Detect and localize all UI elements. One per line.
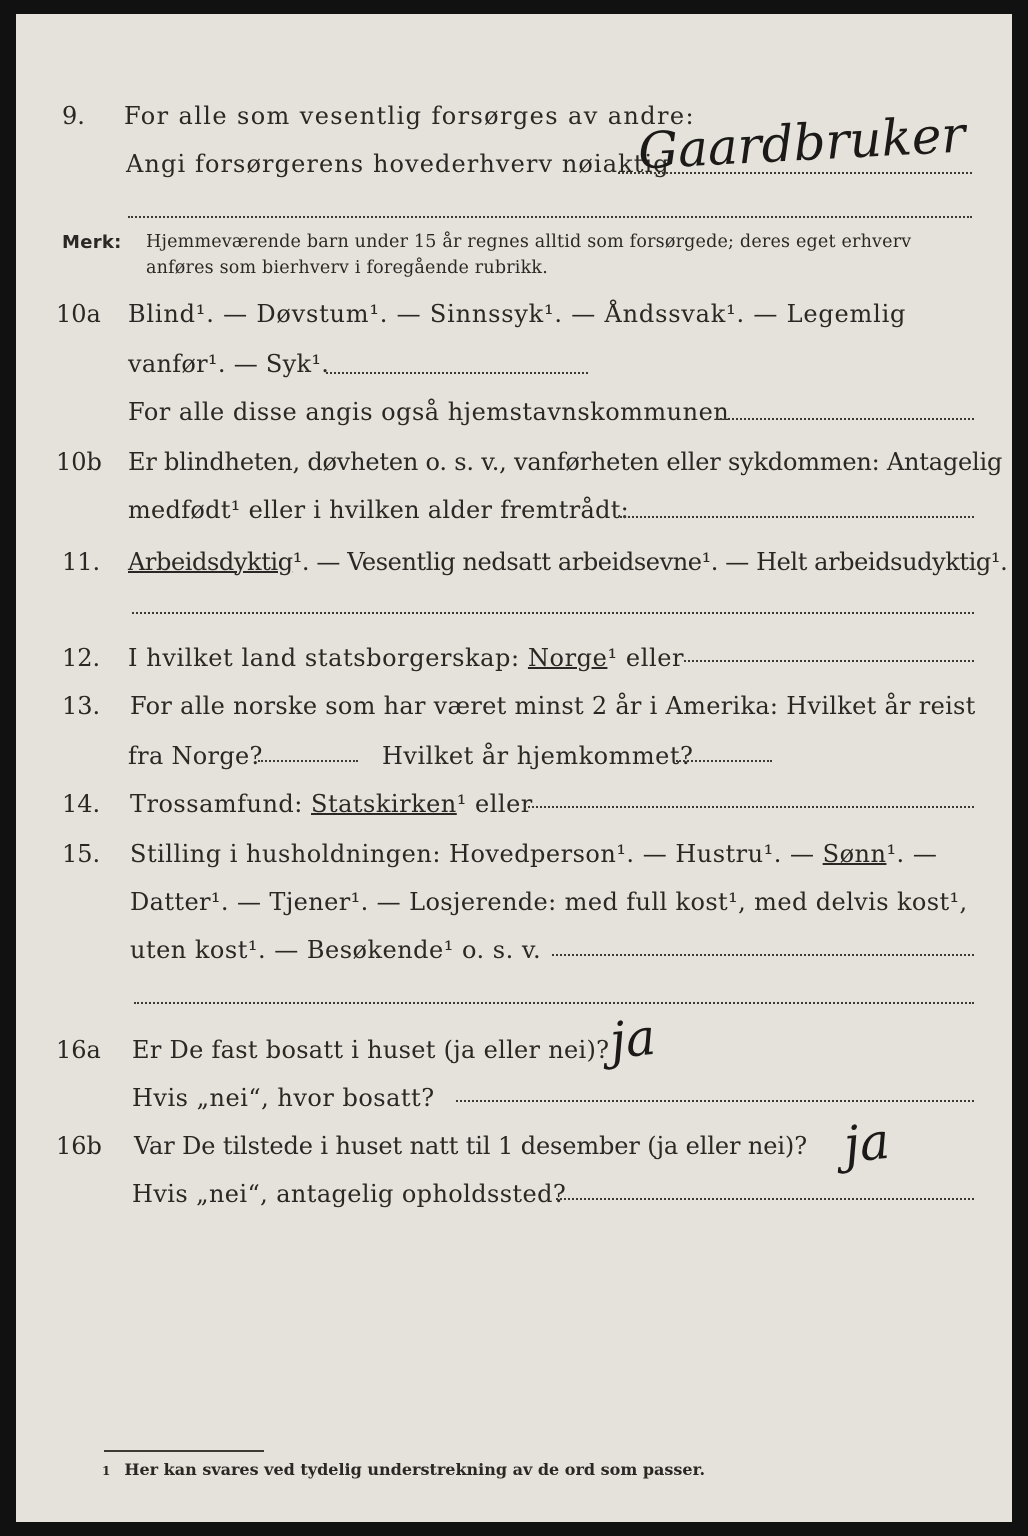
question-text: fra Norge?: [128, 742, 263, 770]
answer-line[interactable]: [716, 418, 974, 420]
question-text: medfødt¹ eller i hvilken alder fremtrådt:: [128, 496, 630, 524]
answer-line[interactable]: [524, 806, 974, 808]
answer-line[interactable]: [684, 660, 974, 662]
question-text: I hvilket land statsborgerskap: Norge¹ eller: [128, 644, 685, 672]
answer-line[interactable]: [620, 516, 974, 518]
answer-line[interactable]: [552, 954, 974, 956]
handwritten-answer: Gaardbruker: [636, 105, 967, 181]
question-number: 10a: [56, 300, 101, 328]
answer-line[interactable]: [258, 760, 358, 762]
question-text: For alle som vesentlig forsørges av andre:: [124, 102, 696, 130]
question-number: 12.: [62, 644, 101, 672]
answer-line[interactable]: [676, 760, 772, 762]
note-text: Hjemmeværende barn under 15 år regnes alltid som forsørgede; deres eget erhverv: [146, 232, 912, 252]
underlined-option: Statskirken: [311, 790, 457, 818]
underlined-option: Arbeidsdyktig: [128, 548, 293, 576]
footnote-marker: 1: [102, 1464, 111, 1478]
answer-line[interactable]: [556, 1198, 974, 1200]
handwritten-answer: ja: [841, 1111, 893, 1175]
question-text: Arbeidsdyktig¹. — Vesentlig nedsatt arbeidsevne¹. — Helt arbeidsudyktig¹.: [128, 548, 1008, 576]
question-text: Blind¹. — Døvstum¹. — Sinnssyk¹. — Åndssvak¹. — Legemlig: [128, 300, 907, 328]
question-text: vanfør¹. — Syk¹.: [128, 350, 330, 378]
question-text: Hvilket år hjemkommet?: [382, 742, 694, 770]
answer-line[interactable]: [326, 372, 588, 374]
question-text: Angi forsørgerens hovederhverv nøiaktig: [126, 150, 670, 178]
question-text: Datter¹. — Tjener¹. — Losjerende: med full kost¹, med delvis kost¹,: [130, 888, 968, 916]
question-number: 11.: [62, 548, 101, 576]
note-text: anføres som bierhverv i foregående rubrikk.: [146, 258, 548, 278]
answer-line[interactable]: [456, 1100, 974, 1102]
question-number: 13.: [62, 692, 101, 720]
question-text: Hvis „nei“, hvor bosatt?: [132, 1084, 435, 1112]
question-text: For alle disse angis også hjemstavnskommunen: [128, 398, 730, 426]
census-form-page: [16, 14, 1012, 1522]
question-number: 16a: [56, 1036, 101, 1064]
question-text: Var De tilstede i huset natt til 1 desember (ja eller nei)?: [134, 1132, 807, 1160]
answer-line[interactable]: [132, 612, 974, 614]
question-number: 14.: [62, 790, 101, 818]
handwritten-answer: ja: [607, 1007, 659, 1071]
question-text: uten kost¹. — Besøkende¹ o. s. v.: [130, 936, 542, 964]
question-number: 10b: [56, 448, 102, 476]
question-text: Er De fast bosatt i huset (ja eller nei)?: [132, 1036, 610, 1064]
note-label: Merk:: [62, 232, 122, 253]
question-text: Trossamfund: Statskirken¹ eller: [130, 790, 533, 818]
underlined-option: Sønn: [822, 840, 887, 868]
question-text: Er blindheten, døvheten o. s. v., vanførheten eller sykdommen: Antagelig: [128, 448, 1003, 476]
question-number: 16b: [56, 1132, 102, 1160]
underlined-option: Norge: [527, 644, 608, 672]
question-number: 9.: [62, 102, 85, 130]
answer-line[interactable]: [128, 216, 972, 218]
question-text: Hvis „nei“, antagelig opholdssted?: [132, 1180, 567, 1208]
footnote-text: Her kan svares ved tydelig understrekning av de ord som passer.: [124, 1460, 706, 1479]
footnote: [102, 1460, 705, 1479]
footnote-rule: [104, 1450, 264, 1452]
question-number: 15.: [62, 840, 101, 868]
question-text: For alle norske som har været minst 2 år i Amerika: Hvilket år reist: [130, 692, 976, 720]
question-text: Stilling i husholdningen: Hovedperson¹. — Hustru¹. — Sønn¹. —: [130, 840, 938, 868]
answer-line[interactable]: [134, 1002, 974, 1004]
